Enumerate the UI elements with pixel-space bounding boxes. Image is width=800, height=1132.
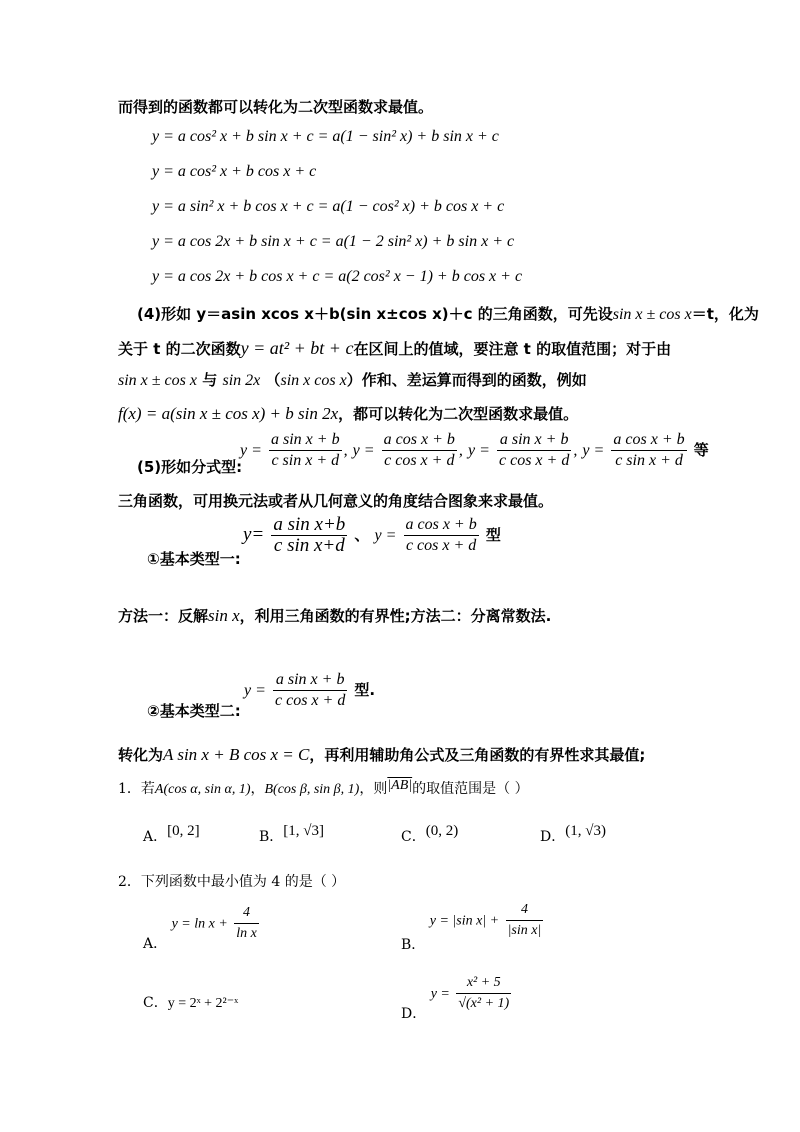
item4-math-f: f(x) = a(sin x ± cos x) + b sin 2x [118, 404, 339, 423]
item4-text-d: 在区间上的值域，要注意 t 的取值范围；对于由 [353, 340, 672, 358]
frac3 [497, 430, 571, 471]
frac3-sep: , [573, 442, 578, 459]
q2-option-a-den: ln x [236, 926, 257, 941]
q2-option-b-label: B． [401, 936, 426, 953]
type1-f2-prefix: y = [374, 527, 397, 544]
type1-frac2-den: c cos x + d [405, 537, 477, 554]
q1-option-c-value: (0, 2) [425, 823, 459, 839]
frac1-prefix: y = [240, 442, 262, 459]
q2-option-d-label: D． [401, 1005, 427, 1022]
q1-stem [118, 778, 529, 798]
q2-option-b-num: 4 [506, 900, 544, 921]
type1-frac2-num: a cos x + b [404, 515, 479, 536]
q1-option-a-value: [0, 2] [167, 823, 200, 839]
q1-option-d-label: D． [540, 829, 566, 845]
q1-option-b-value: [1, √3] [283, 823, 325, 839]
q1-point-b: B(cos β, sin β, 1) [264, 782, 360, 797]
item4-line2 [118, 338, 671, 359]
item4-text-b: ＝t，化为 [691, 305, 759, 323]
item5-fractions [240, 430, 709, 471]
q2-option-b-den: |sin x| [507, 923, 542, 938]
type2-label: ②基本类型二: [147, 702, 241, 720]
item5-line2: 三角函数，可用换元法或者从几何意义的角度结合图象来求最值。 [118, 492, 554, 510]
frac4-prefix: y = [582, 442, 605, 459]
method-text-a: 方法一：反解 [118, 607, 209, 625]
type1-frac1-den: c sin x+d [273, 535, 345, 556]
frac4-num: a cos x + b [611, 430, 686, 451]
type2-prefix: y = [244, 682, 266, 699]
formula-2: y = a cos² x + b cos x + c [152, 163, 317, 180]
method-text-b: ，利用三角函数的有界性;方法二：分离常数法. [239, 607, 552, 625]
item4-text-f: （ [265, 371, 281, 389]
method-math: sin x [208, 606, 240, 625]
frac2-sep: , [458, 442, 463, 459]
q1-comma: ， [250, 781, 265, 797]
type1-frac2 [404, 515, 479, 556]
item4-text-e: 与 [202, 371, 218, 389]
method-line [118, 605, 551, 626]
frac1-den: c sin x + d [271, 452, 340, 469]
q2-option-d-frac [456, 973, 511, 1014]
q1-option-c-label: C． [401, 829, 426, 845]
item4-text-g: ）作和、差运算而得到的函数，例如 [346, 371, 587, 389]
item4-math-b: y = at² + bt + c [240, 338, 354, 358]
convert-text-a: 转化为 [118, 746, 164, 764]
q2-option-a-prefix: y = ln x + [171, 916, 228, 932]
q2-option-c-expr: y = 2ˣ + 2²⁻ˣ [167, 996, 239, 1011]
q1-option-d[interactable] [540, 823, 606, 846]
q1-option-d-value: (1, √3) [565, 823, 606, 839]
frac2-num: a cos x + b [382, 430, 457, 451]
type2-frac-den: c cos x + d [275, 692, 346, 709]
frac1-sep: , [343, 442, 348, 459]
q1-point-a: A(cos α, sin α, 1) [154, 782, 251, 797]
convert-line [118, 744, 645, 765]
type2-formula [244, 670, 375, 711]
item4-math-a: sin x ± cos x [612, 306, 692, 323]
item4-line4 [118, 403, 578, 424]
item4-line3 [118, 369, 587, 390]
type1-suffix: 型 [485, 526, 501, 544]
q2-option-a-frac [234, 903, 259, 944]
q1-option-a[interactable] [143, 823, 200, 846]
type1-f1-prefix: y= [243, 524, 265, 545]
q2-stem: 2．下列函数中最小值为 4 的是（ ） [118, 874, 346, 890]
type2-suffix: 型. [354, 681, 376, 699]
item5-label: (5)形如分式型: [137, 458, 243, 476]
q2-option-a-num: 4 [234, 903, 259, 924]
q1-stem-c: 的取值范围是（ ） [412, 781, 529, 797]
type1-frac1-num: a sin x+b [273, 514, 346, 535]
q2-option-d[interactable] [401, 973, 513, 1022]
frac4-den: c sin x + d [615, 452, 683, 469]
q2-option-d-den: √(x² + 1) [458, 996, 510, 1011]
formula-1: y = a cos² x + b sin x + c = a(1 − sin² x) + b sin x + c [152, 128, 499, 145]
formula-3: y = a sin² x + b cos x + c = a(1 − cos² x) + b cos x + c [152, 198, 505, 215]
item4-line1 [137, 303, 759, 324]
item4-text-c: 关于 t 的二次函数 [118, 340, 241, 358]
intro-line: 而得到的函数都可以转化为二次型函数求最值。 [118, 98, 434, 116]
q2-option-c[interactable] [143, 992, 238, 1012]
frac3-prefix: y = [468, 442, 490, 459]
q2-option-d-num: x² + 5 [456, 973, 511, 994]
item4-math-d: sin 2x [222, 372, 261, 389]
q1-stem-a: 1．若 [118, 781, 155, 797]
frac3-num: a sin x + b [497, 430, 571, 451]
convert-text-b: ，再利用辅助角公式及三角函数的有界性求其最值; [309, 746, 646, 764]
q2-option-d-prefix: y = [430, 986, 450, 1002]
frac1-num: a sin x + b [269, 430, 342, 451]
type2-frac [273, 670, 347, 711]
item4-math-c: sin x ± cos x [118, 372, 197, 389]
q1-option-b[interactable] [259, 823, 325, 846]
q2-option-b-prefix: y = |sin x| + [429, 913, 500, 929]
type1-frac1 [271, 515, 347, 556]
frac2 [382, 430, 457, 471]
frac3-den: c cos x + d [499, 452, 570, 469]
frac2-prefix: y = [352, 442, 375, 459]
item4-math-e: sin x cos x [280, 372, 347, 389]
q1-stem-b: ，则 [359, 781, 388, 797]
q2-option-b[interactable] [401, 900, 545, 953]
convert-math: A sin x + B cos x = C [163, 745, 310, 764]
type1-sep: 、 [354, 526, 370, 544]
q1-option-a-label: A． [143, 829, 168, 845]
item4-text-a: (4)形如 y＝asin xcos x＋b(sin x±cos x)＋c 的三角函数，可先设 [137, 305, 613, 323]
frac1 [269, 430, 342, 471]
q1-option-c[interactable] [401, 823, 459, 846]
frac-suffix: 等 [693, 441, 709, 459]
q1-option-b-label: B． [259, 829, 284, 845]
type2-frac-num: a sin x + b [273, 670, 347, 691]
q2-option-c-label: C． [143, 995, 168, 1011]
frac2-den: c cos x + d [384, 452, 455, 469]
q1-vector: |AB| [387, 778, 413, 793]
frac4 [611, 430, 686, 471]
q2-option-b-frac [506, 900, 544, 941]
type1-formulas [243, 515, 501, 556]
formula-4: y = a cos 2x + b sin x + c = a(1 − 2 sin² x) + b sin x + c [152, 233, 515, 250]
formula-5: y = a cos 2x + b cos x + c = a(2 cos² x − 1) + b cos x + c [152, 268, 523, 285]
item4-text-h: ，都可以转化为二次型函数求最值。 [338, 405, 579, 423]
q2-option-a-label: A． [143, 935, 168, 952]
q2-option-a[interactable] [143, 903, 261, 952]
type1-label: ①基本类型一: [147, 550, 241, 568]
